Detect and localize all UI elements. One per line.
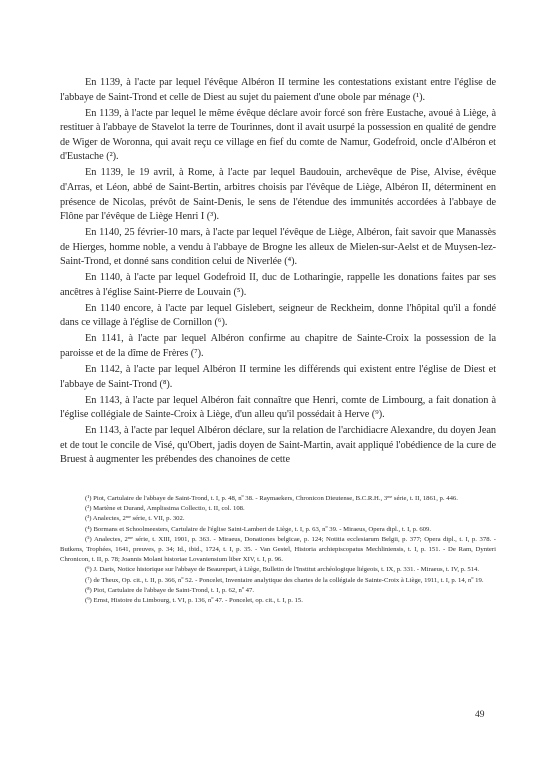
paragraph: En 1139, à l'acte par lequel le même évêque déclare avoir forcé son frère Eustache, avoué à Liège, à restituer à l'abbaye de Stavelot la terre de Tourinnes, dont il avait usurpé la possession en qualité de gendre de Wiger de Woronna, qui avait reçu ce village en fief du comte de Namur, Godefroid, oncle d'Albéron et d'Eustache (²). bbox=[60, 107, 496, 163]
footnote: (⁸) Piot, Cartulaire de l'abbaye de Saint-Trond, t. I, p. 62, nº 47. bbox=[85, 586, 254, 594]
footnote: (¹) Piot, Cartulaire de l'abbaye de Saint-Trond, t. I, p. 48, nº 38. - Raymaekers, Chronicon Dieutense, B.C.R.H., 3ᵐᵉ série, t. II, 1861, p. 446. bbox=[85, 495, 458, 502]
footnote: (⁹) Ernst, Histoire du Limbourg, t. VI, p. 136, nº 47. - Poncelet, op. cit., t. I, p. 15. bbox=[85, 597, 303, 605]
paragraph: En 1143, à l'acte par lequel Albéron déclare, sur la relation de l'archidiacre Alexandre, du doyen Jean et de tout le concile de Visé, qu'Obert, jadis doyen de Saint-Martin, avait appliqué l'obédience de la cure de Bruest à augmenter les prébendes des chanoines de cette bbox=[60, 425, 496, 466]
footnote: (⁴) Bormans et Schoolmeesters, Cartulaire de l'église Saint-Lambert de Liège, t. I, p. 63, nº 39. - Miraeus, Opera dipl., t. I, p. 609. bbox=[85, 525, 432, 533]
footnote: (²) Martène et Durand, Amplissima Collectio, t. II, col. 108. bbox=[85, 505, 245, 513]
paragraph: En 1140, 25 février-10 mars, à l'acte par lequel l'évêque de Liège, Albéron, fait savoir que Manassès de Hierges, homme noble, a vendu à l'abbaye de Brogne les alleux de Mielen-sur-Aelst et de Muysen-lez-Saint-Trond, et donné sans condition celui de Niverlée (⁴). bbox=[60, 227, 496, 268]
page-number: 49 bbox=[475, 710, 485, 720]
footnote: (⁶) J. Daris, Notice historique sur l'abbaye de Beaurepart, à Liège, Bulletin de l'Institut archéologique liégeois, t. IX, p. 331. - Miraeus, t. IV, p. 514. bbox=[85, 566, 480, 574]
footnotes bbox=[60, 494, 496, 606]
paragraph: En 1139, le 19 avril, à Rome, à l'acte par lequel Baudouin, archevêque de Pise, Alvise, évêque d'Arras, et Léon, abbé de Saint-Bertin, arbitres choisis par l'évêque de Liège, Albéron II, déterminent en présence de Nicolas, prévôt de Saint-Denis, le sens de l'étendue des immunités accordées à l'abbaye de Flône par l'évêque de Liège Henri I (³). bbox=[60, 167, 496, 223]
paragraph: En 1143, à l'acte par lequel Albéron fait connaître que Henri, comte de Limbourg, a fait donation à l'église collégiale de Sainte-Croix à Liège, d'un alleu qu'il possédait à Herve (⁹). bbox=[60, 394, 496, 421]
body-text bbox=[60, 76, 496, 469]
paragraph: En 1139, à l'acte par lequel l'évêque Albéron II termine les contestations existant entre l'église de l'abbaye de Saint-Trond et celle de Diest au sujet du paiement d'une obole par ménage (¹). bbox=[60, 77, 496, 103]
footnote: (⁷) de Theux, Op. cit., t. II, p. 366, nº 52. - Poncelet, Inventaire analytique des chartes de la collégiale de Sainte-Croix à Liège, 1911, t. I, p. 14, nº 19. bbox=[85, 576, 484, 584]
footnote: (⁵) Analectes, 2ᵐᵉ série, t. XIII, 1901, p. 363. - Miraeus, Donationes belgicae, p. 124; Notitia ecclesiarum Belgii, p. 377; Opera dipl., t. I, p. 378. - Butkens, Trophées, 1641, preuves, p. 34; Id., ibid., 1724, t. I, p. 35. - Van Gestel, Historia archiepiscopatus Mechliniensis, t. I, p. 151. - De Ram, Dynteri Chronicon, t. II, p. 78; Joannis Molani historiae Lovaniensium liber XIV, t. I, p. 96. bbox=[60, 535, 496, 564]
paragraph: En 1141, à l'acte par lequel Albéron confirme au chapitre de Sainte-Croix la possession de la paroisse et de la dîme de Frères (⁷). bbox=[60, 333, 496, 360]
paragraph: En 1140, à l'acte par lequel Godefroid II, duc de Lotharingie, rappelle les donations faites par ses ancêtres à l'église Saint-Pierre de Louvain (⁵). bbox=[60, 272, 496, 298]
paragraph: En 1140 encore, à l'acte par lequel Gislebert, seigneur de Reckheim, donne l'hôpital qu'il a fondé dans ce village à l'église de Cornillon (⁶). bbox=[60, 302, 496, 329]
footnote: (³) Analectes, 2ᵐᵉ série, t. VII, p. 302. bbox=[85, 515, 185, 523]
paragraph: En 1142, à l'acte par lequel Albéron II termine les différends qui existent entre l'église de Diest et l'abbaye de Saint-Trond (⁸). bbox=[60, 364, 496, 390]
